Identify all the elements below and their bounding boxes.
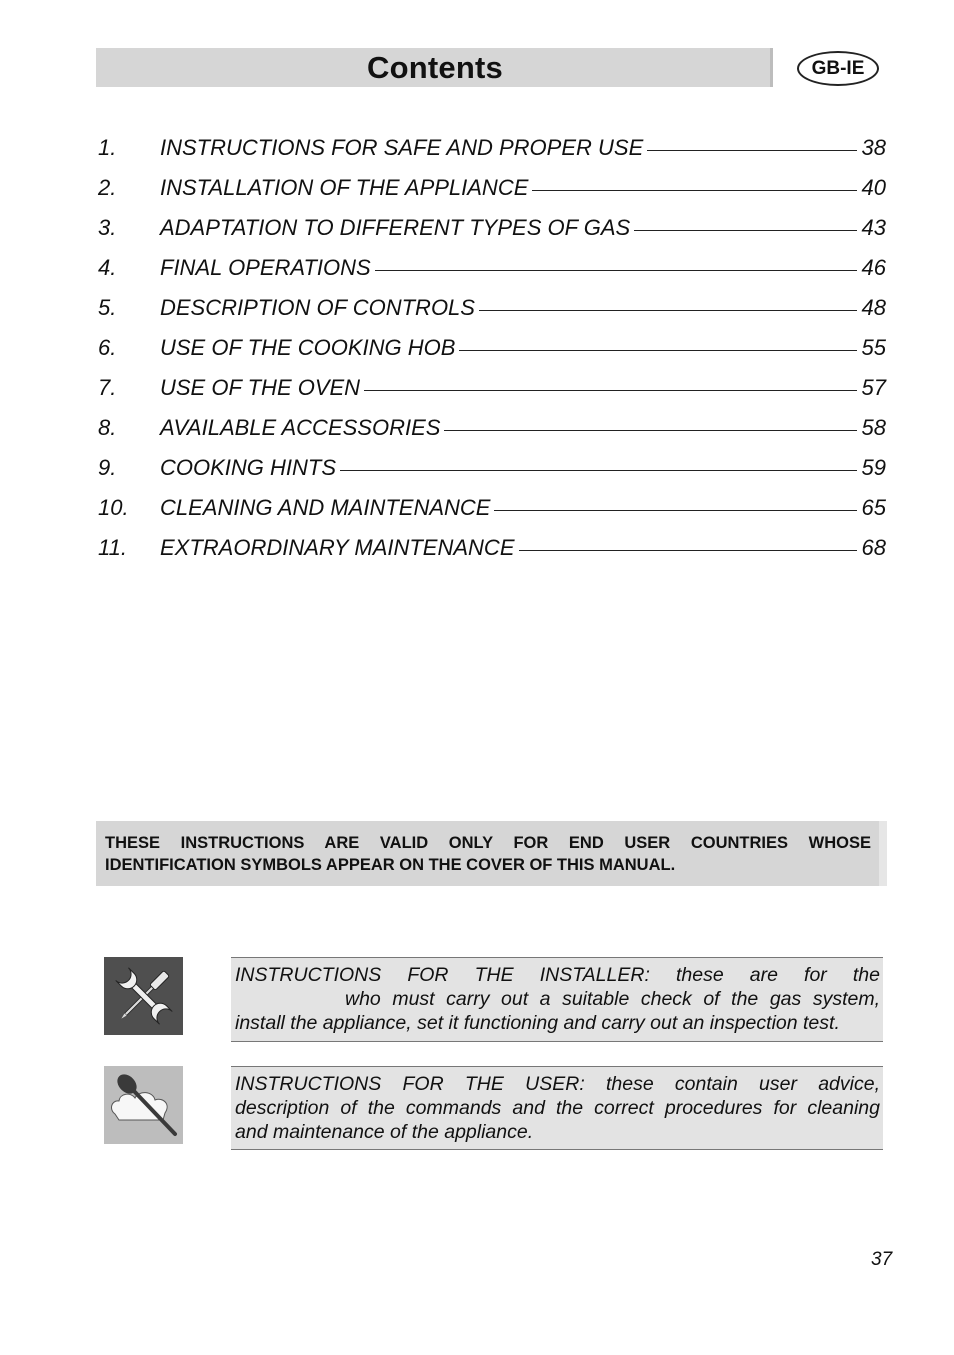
notice-line: IDENTIFICATION SYMBOLS APPEAR ON THE COVER OF THIS MANUAL. bbox=[105, 856, 676, 874]
toc-leader bbox=[364, 390, 857, 391]
toc-entry[interactable] bbox=[98, 528, 886, 568]
title-bar bbox=[96, 48, 773, 87]
toc-entry[interactable] bbox=[98, 448, 886, 488]
toc-page: 57 bbox=[861, 375, 886, 400]
toc-number: 7. bbox=[98, 375, 117, 400]
toc-number: 10. bbox=[98, 495, 129, 520]
user-line: description of the commands and the correct procedures for cleaning bbox=[235, 1097, 880, 1119]
toc-page: 65 bbox=[861, 495, 886, 520]
country-badge: GB-IE bbox=[797, 51, 879, 86]
toc-leader bbox=[340, 470, 857, 471]
user-line: and maintenance of the appliance. bbox=[235, 1121, 534, 1143]
toc-leader bbox=[444, 430, 857, 431]
toc-page: 58 bbox=[861, 415, 886, 440]
toc-page: 68 bbox=[861, 535, 886, 560]
toc-page: 38 bbox=[861, 135, 886, 160]
installer-line: who must carry out a suitable check of the gas system, bbox=[345, 988, 880, 1010]
toc-entry[interactable] bbox=[98, 408, 886, 448]
toc-label: ADAPTATION TO DIFFERENT TYPES OF GAS bbox=[160, 215, 631, 240]
toc-label: USE OF THE COOKING HOB bbox=[160, 335, 456, 360]
user-instructions bbox=[231, 1066, 883, 1150]
toc-label: DESCRIPTION OF CONTROLS bbox=[160, 295, 475, 320]
toc-label: COOKING HINTS bbox=[160, 455, 337, 480]
user-line: INSTRUCTIONS FOR THE USER: these contain user advice, bbox=[235, 1073, 880, 1095]
installer-instructions bbox=[231, 957, 883, 1042]
toc-entry[interactable] bbox=[98, 208, 886, 248]
toc-number: 4. bbox=[98, 255, 117, 280]
toc-page: 46 bbox=[861, 255, 886, 280]
toc-label: USE OF THE OVEN bbox=[160, 375, 361, 400]
toc-label: INSTRUCTIONS FOR SAFE AND PROPER USE bbox=[160, 135, 644, 160]
toc-entry[interactable] bbox=[98, 128, 886, 168]
toc-number: 8. bbox=[98, 415, 117, 440]
toc-page: 43 bbox=[861, 215, 886, 240]
toc-entry[interactable] bbox=[98, 248, 886, 288]
page-title: Contents bbox=[367, 49, 503, 85]
toc-label: EXTRAORDINARY MAINTENANCE bbox=[160, 535, 515, 560]
table-of-contents bbox=[98, 128, 886, 568]
toc-leader bbox=[459, 350, 857, 351]
toc-leader bbox=[494, 510, 857, 511]
toc-entry[interactable] bbox=[98, 328, 886, 368]
installer-line: INSTRUCTIONS FOR THE INSTALLER: these are for the bbox=[235, 964, 880, 986]
toc-number: 3. bbox=[98, 215, 117, 240]
toc-page: 55 bbox=[861, 335, 886, 360]
toc-leader bbox=[375, 270, 857, 271]
chef-spoon-icon bbox=[104, 1066, 183, 1144]
toc-label: FINAL OPERATIONS bbox=[160, 255, 371, 280]
toc-leader bbox=[647, 150, 857, 151]
toc-number: 9. bbox=[98, 455, 117, 480]
tools-icon bbox=[104, 957, 183, 1035]
toc-leader bbox=[519, 550, 858, 551]
toc-label: INSTALLATION OF THE APPLIANCE bbox=[160, 175, 529, 200]
toc-number: 2. bbox=[98, 175, 117, 200]
toc-number: 6. bbox=[98, 335, 117, 360]
toc-leader bbox=[479, 310, 857, 311]
toc-entry[interactable] bbox=[98, 488, 886, 528]
toc-entry[interactable] bbox=[98, 168, 886, 208]
toc-number: 1. bbox=[98, 135, 117, 160]
toc-leader bbox=[532, 190, 857, 191]
notice-line: THESE INSTRUCTIONS ARE VALID ONLY FOR END USER COUNTRIES WHOSE bbox=[105, 834, 871, 852]
toc-entry[interactable] bbox=[98, 368, 886, 408]
validity-notice bbox=[96, 821, 887, 886]
toc-label: CLEANING AND MAINTENANCE bbox=[160, 495, 491, 520]
toc-page: 48 bbox=[861, 295, 886, 320]
page-number: 37 bbox=[871, 1249, 893, 1270]
toc-entry[interactable] bbox=[98, 288, 886, 328]
installer-line: install the appliance, set it functioning and carry out an inspection test. bbox=[235, 1012, 840, 1034]
toc-number: 5. bbox=[98, 295, 117, 320]
toc-leader bbox=[634, 230, 857, 231]
toc-page: 40 bbox=[861, 175, 886, 200]
toc-page: 59 bbox=[861, 455, 886, 480]
toc-number: 11. bbox=[98, 535, 127, 560]
toc-label: AVAILABLE ACCESSORIES bbox=[160, 415, 441, 440]
